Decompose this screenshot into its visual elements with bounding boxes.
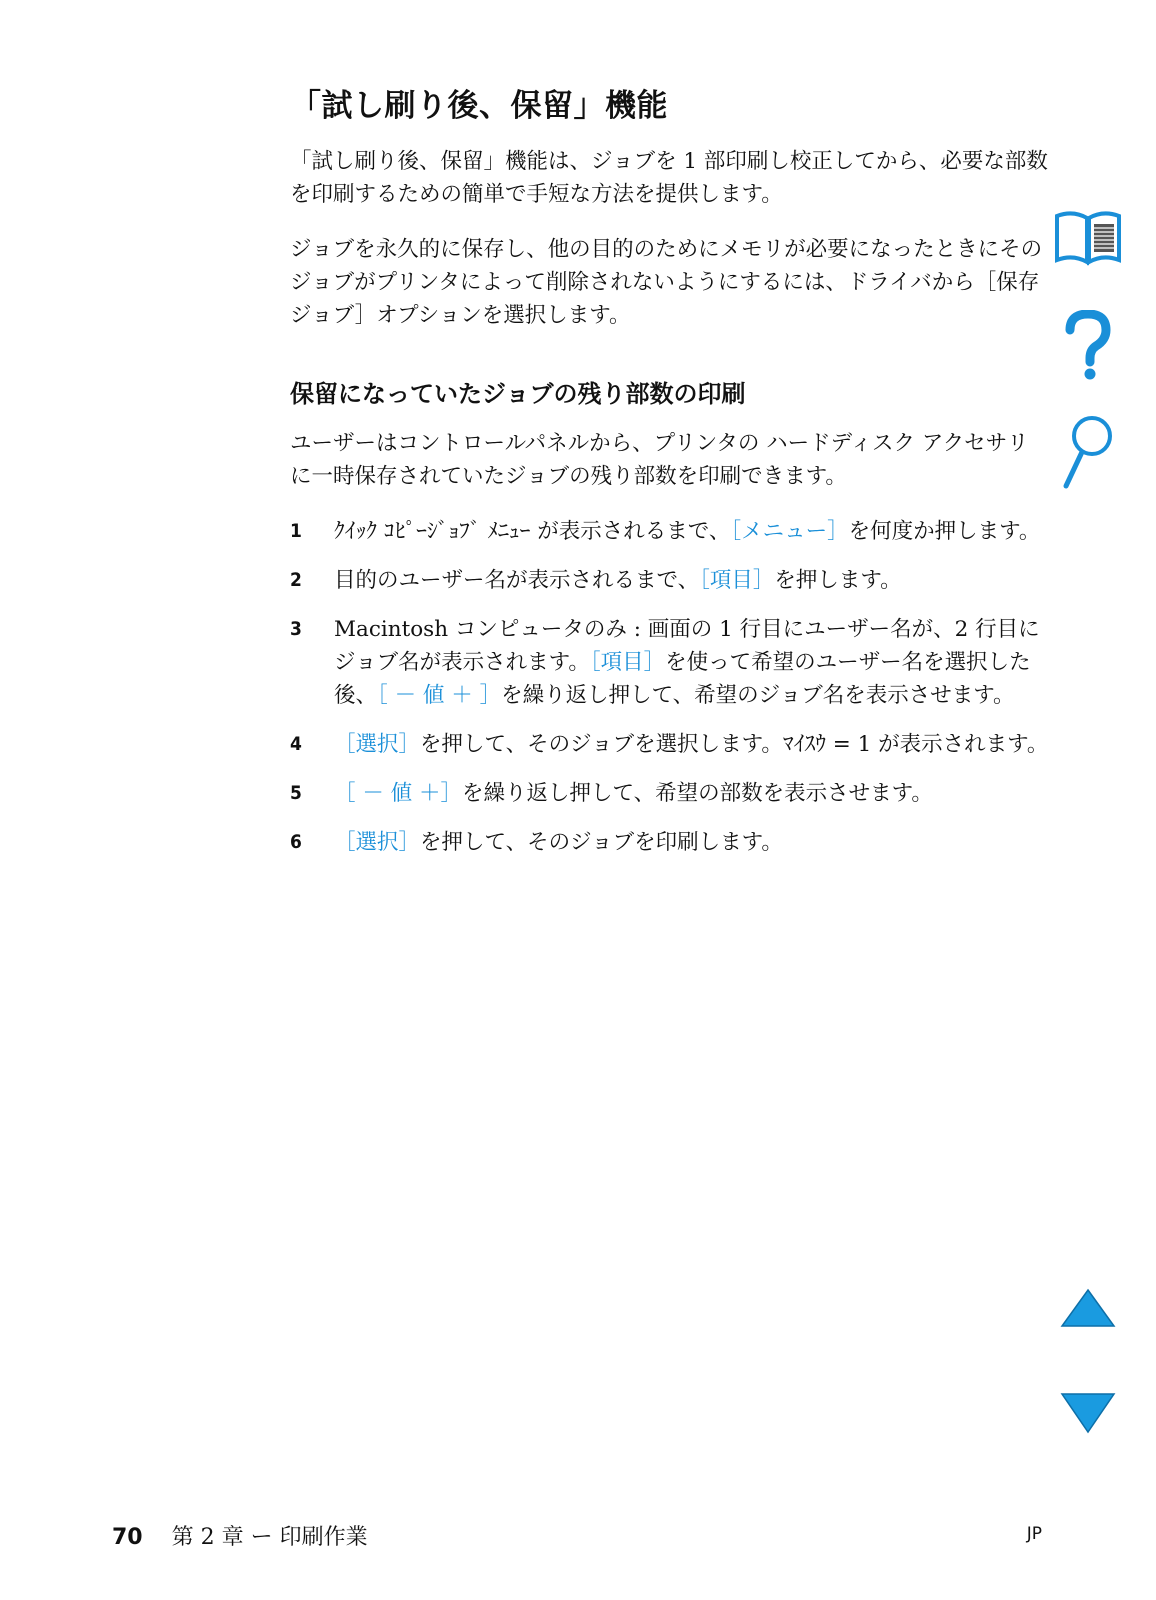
previous-page-button[interactable] [1060,1288,1116,1328]
step-number: 2 [290,569,302,591]
step-number: 6 [290,831,302,853]
step-text: を繰り返し押して、希望の部数を表示させます。 [462,781,933,806]
help-button[interactable] [1062,310,1114,382]
main-content [290,80,1050,875]
chapter-title: 第 2 章 ー 印刷作業 [171,1525,368,1550]
book-icon [1053,210,1123,268]
key-label: ［項目］ [699,568,775,593]
step-item [290,515,1050,548]
step-text: を押します。 [774,568,902,593]
page-title: 「試し刷り後、保留」機能 [290,88,668,124]
key-label: ［選択］ [334,830,421,855]
up-arrow-icon [1060,1288,1116,1328]
step-item [290,826,1050,859]
key-label: ［ － 値 ＋］ [334,781,463,806]
key-label: ［ － 値 ＋ ］ [377,683,502,708]
search-button[interactable] [1060,412,1116,492]
page-number: 70 [112,1525,143,1550]
step-text: を何度か押します。 [848,519,1041,544]
section-intro: ユーザーはコントロールパネルから、プリンタの ハードディスク アクセサリに一時保存されていたジョブの残り部数を印刷できます。 [290,431,1029,489]
key-label: ［選択］ [334,732,421,757]
key-label: ［項目］ [589,650,666,675]
step-item [290,728,1050,761]
language-code: JP [1026,1524,1042,1544]
step-item [290,777,1050,810]
key-label: ［メニュー］ [730,519,849,544]
step-text: 目的のユーザー名が表示されるまで、 [334,568,700,593]
page-footer [112,1520,1042,1551]
step-item [290,613,1050,712]
step-text: を押して、そのジョブを選択します。ﾏｲｽｳ = 1 が表示されます。 [420,732,1049,757]
intro-paragraph-2: ジョブを永久的に保存し、他の目的のためにメモリが必要になったときにそのジョブがプリンタによって削除されないようにするには、ドライバから［保存ジョブ］オプションを選択します。 [290,237,1043,328]
step-text: を使って希望のユーザー名を選択した後、 [334,650,1031,708]
question-icon [1062,310,1114,382]
step-text: を繰り返し押して、希望のジョブ名を表示させます。 [501,683,1015,708]
down-arrow-icon [1060,1392,1116,1434]
next-page-button[interactable] [1060,1392,1116,1434]
steps-list [290,515,1050,859]
step-item [290,564,1050,597]
section-heading: 保留になっていたジョブの残り部数の印刷 [290,380,746,408]
step-text: Macintosh コンピュータのみ : 画面の 1 行目にユーザー名が、2 行目にジョブ名が表示されます。 [334,617,1040,675]
magnifier-icon [1060,412,1116,492]
intro-paragraph-1: 「試し刷り後、保留」機能は、ジョブを 1 部印刷し校正してから、必要な部数を印刷するための簡単で手短な方法を提供します。 [290,149,1048,207]
step-number: 3 [290,618,302,640]
step-number: 4 [290,733,302,755]
step-number: 1 [290,520,302,542]
step-text: を押して、そのジョブを印刷します。 [420,830,783,855]
step-number: 5 [290,782,302,804]
contents-button[interactable] [1053,210,1123,268]
step-text: ｸｲｯｸ ｺﾋﾟｰｼﾞｮﾌﾞ ﾒﾆｭｰ が表示されるまで、 [334,519,731,544]
